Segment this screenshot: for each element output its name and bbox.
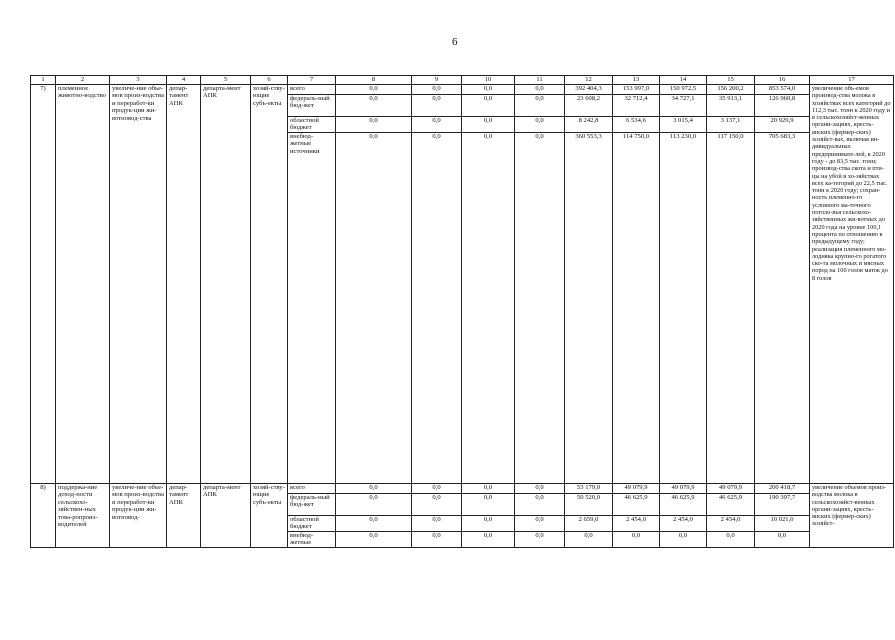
amount-cell: 0,0 bbox=[565, 532, 613, 548]
table-row bbox=[31, 484, 894, 494]
expected-result: увеличение объемов произ-водства молока в сельскохозяйст-венных органи-зациях, кресть-янских (фермер-ских) хозяйст- bbox=[810, 484, 894, 548]
measure-name: поддержа-ние доход-ности сельскохо-зяйствен-ных това-ропроиз-водителей bbox=[56, 484, 110, 548]
responsible-executor: депар-тамент АПК bbox=[167, 484, 201, 548]
funding-source: внебюд-жетные bbox=[288, 532, 336, 548]
amount-cell: 34 727,1 bbox=[660, 95, 707, 117]
amount-cell: 46 625,9 bbox=[707, 494, 755, 516]
amount-cell: 0,0 bbox=[336, 95, 412, 117]
amount-cell: 2 454,0 bbox=[707, 516, 755, 532]
amount-cell: 0,0 bbox=[336, 133, 412, 484]
amount-cell: 32 712,4 bbox=[613, 95, 660, 117]
amount-cell: 200 418,7 bbox=[755, 484, 810, 494]
col-number: 11 bbox=[515, 76, 565, 85]
amount-cell: 114 750,0 bbox=[613, 133, 660, 484]
section-number: 8) bbox=[31, 484, 56, 548]
amount-cell: 0,0 bbox=[755, 532, 810, 548]
col-number: 10 bbox=[462, 76, 515, 85]
amount-cell: 2 454,0 bbox=[613, 516, 660, 532]
col-number: 4 bbox=[167, 76, 201, 85]
amount-cell: 23 608,2 bbox=[565, 95, 613, 117]
participant: хозяй-ству-ющие субъ-екты bbox=[251, 85, 288, 484]
amount-cell: 2 659,0 bbox=[565, 516, 613, 532]
col-number: 17 bbox=[810, 76, 894, 85]
amount-cell: 3 015,4 bbox=[660, 117, 707, 133]
amount-cell: 0,0 bbox=[515, 484, 565, 494]
amount-cell: 8 242,8 bbox=[565, 117, 613, 133]
program-table bbox=[30, 75, 894, 548]
amount-cell: 0,0 bbox=[462, 133, 515, 484]
funding-source: федераль-ный бюд-жет bbox=[288, 494, 336, 516]
col-number: 5 bbox=[201, 76, 251, 85]
amount-cell: 0,0 bbox=[462, 484, 515, 494]
amount-cell: 35 913,1 bbox=[707, 95, 755, 117]
col-number: 6 bbox=[251, 76, 288, 85]
amount-cell: 0,0 bbox=[462, 494, 515, 516]
funding-source: всего bbox=[288, 484, 336, 494]
co-executor: департа-мент АПК bbox=[201, 85, 251, 484]
amount-cell: 190 397,7 bbox=[755, 494, 810, 516]
responsible-executor: депар-тамент АПК bbox=[167, 85, 201, 484]
amount-cell: 0,0 bbox=[336, 85, 412, 95]
funding-source: всего bbox=[288, 85, 336, 95]
amount-cell: 853 574,0 bbox=[755, 85, 810, 95]
amount-cell: 49 079,9 bbox=[613, 484, 660, 494]
funding-source: областной бюджет bbox=[288, 117, 336, 133]
amount-cell: 0,0 bbox=[336, 516, 412, 532]
amount-cell: 2 454,0 bbox=[660, 516, 707, 532]
col-number: 16 bbox=[755, 76, 810, 85]
measure-name: племенное животно-водство bbox=[56, 85, 110, 484]
amount-cell: 53 179,0 bbox=[565, 484, 613, 494]
amount-cell: 49 079,9 bbox=[660, 484, 707, 494]
amount-cell: 156 200,2 bbox=[707, 85, 755, 95]
amount-cell: 0,0 bbox=[515, 133, 565, 484]
col-number: 2 bbox=[56, 76, 110, 85]
amount-cell: 0,0 bbox=[412, 532, 462, 548]
amount-cell: 0,0 bbox=[707, 532, 755, 548]
participant: хозяй-ству-ющие субъ-екты bbox=[251, 484, 288, 548]
amount-cell: 0,0 bbox=[515, 532, 565, 548]
measure-task: увеличе-ние объе-мов произ-водства и переработ-ки продук-ции жи-вотновод-ства bbox=[110, 85, 167, 484]
amount-cell: 0,0 bbox=[336, 532, 412, 548]
amount-cell: 117 150,0 bbox=[707, 133, 755, 484]
amount-cell: 360 553,3 bbox=[565, 133, 613, 484]
amount-cell: 3 137,1 bbox=[707, 117, 755, 133]
amount-cell: 0,0 bbox=[412, 133, 462, 484]
amount-cell: 0,0 bbox=[336, 494, 412, 516]
amount-cell: 0,0 bbox=[462, 85, 515, 95]
amount-cell: 392 404,3 bbox=[565, 85, 613, 95]
funding-source: внебюд-жетные источники bbox=[288, 133, 336, 484]
amount-cell: 0,0 bbox=[412, 95, 462, 117]
amount-cell: 0,0 bbox=[613, 532, 660, 548]
amount-cell: 50 520,0 bbox=[565, 494, 613, 516]
col-number: 12 bbox=[565, 76, 613, 85]
expected-result: увеличение объ-емов производ-ства молока в хозяйствах всех категорий до 112,3 тыс. тонн к 2020 году и в сельскохозяйст-венных органи-зациях, кресть-янских (фермер-ских) хозяйст-вах, включая ин-дивидуальных предпринимате-лей, к 2020 году - до 83,5 тыс. тонн; производ-ства скота и пти-цы на убой в хо-зяйствах всех ка-тегорий до 22,5 тыс. тонн к 2020 году; сохран-ность племенно-го условного ма-точного поголо-вья сельскохо-зяйственных жи-вотных до 2020 года на уровне 100,1 процента по отношению к предыдущему году; реализация племенного мо-лодняка крупно-го рогатого ско-та молочных и мясных пород на 100 голов маток до 8 голов bbox=[810, 85, 894, 484]
col-number: 1 bbox=[31, 76, 56, 85]
co-executor: департа-мент АПК bbox=[201, 484, 251, 548]
amount-cell: 0,0 bbox=[660, 532, 707, 548]
amount-cell: 0,0 bbox=[412, 85, 462, 95]
amount-cell: 0,0 bbox=[336, 117, 412, 133]
col-number: 7 bbox=[288, 76, 336, 85]
amount-cell: 46 625,9 bbox=[613, 494, 660, 516]
amount-cell: 0,0 bbox=[412, 117, 462, 133]
table-row bbox=[31, 85, 894, 95]
amount-cell: 0,0 bbox=[336, 484, 412, 494]
amount-cell: 0,0 bbox=[515, 117, 565, 133]
amount-cell: 49 079,9 bbox=[707, 484, 755, 494]
amount-cell: 126 960,8 bbox=[755, 95, 810, 117]
amount-cell: 0,0 bbox=[462, 532, 515, 548]
col-number: 8 bbox=[336, 76, 412, 85]
amount-cell: 0,0 bbox=[515, 85, 565, 95]
amount-cell: 0,0 bbox=[462, 117, 515, 133]
amount-cell: 150 972,5 bbox=[660, 85, 707, 95]
measure-task: увеличе-ние объе-мов произ-водства и переработ-ки продук-ции жи-вотновод- bbox=[110, 484, 167, 548]
amount-cell: 705 683,3 bbox=[755, 133, 810, 484]
amount-cell: 0,0 bbox=[412, 516, 462, 532]
amount-cell: 10 021,0 bbox=[755, 516, 810, 532]
amount-cell: 0,0 bbox=[462, 516, 515, 532]
amount-cell: 113 230,0 bbox=[660, 133, 707, 484]
amount-cell: 153 997,0 bbox=[613, 85, 660, 95]
col-number: 9 bbox=[412, 76, 462, 85]
page-number: 6 bbox=[452, 36, 458, 48]
col-number: 15 bbox=[707, 76, 755, 85]
funding-source: федераль-ный бюд-жет bbox=[288, 95, 336, 117]
funding-source: областной бюджет bbox=[288, 516, 336, 532]
amount-cell: 0,0 bbox=[412, 484, 462, 494]
amount-cell: 0,0 bbox=[515, 494, 565, 516]
amount-cell: 0,0 bbox=[412, 494, 462, 516]
amount-cell: 20 929,9 bbox=[755, 117, 810, 133]
col-number: 3 bbox=[110, 76, 167, 85]
amount-cell: 0,0 bbox=[515, 95, 565, 117]
amount-cell: 0,0 bbox=[462, 95, 515, 117]
col-number: 14 bbox=[660, 76, 707, 85]
amount-cell: 6 534,6 bbox=[613, 117, 660, 133]
amount-cell: 46 625,9 bbox=[660, 494, 707, 516]
column-number-row bbox=[31, 76, 894, 85]
section-number: 7) bbox=[31, 85, 56, 484]
amount-cell: 0,0 bbox=[515, 516, 565, 532]
col-number: 13 bbox=[613, 76, 660, 85]
